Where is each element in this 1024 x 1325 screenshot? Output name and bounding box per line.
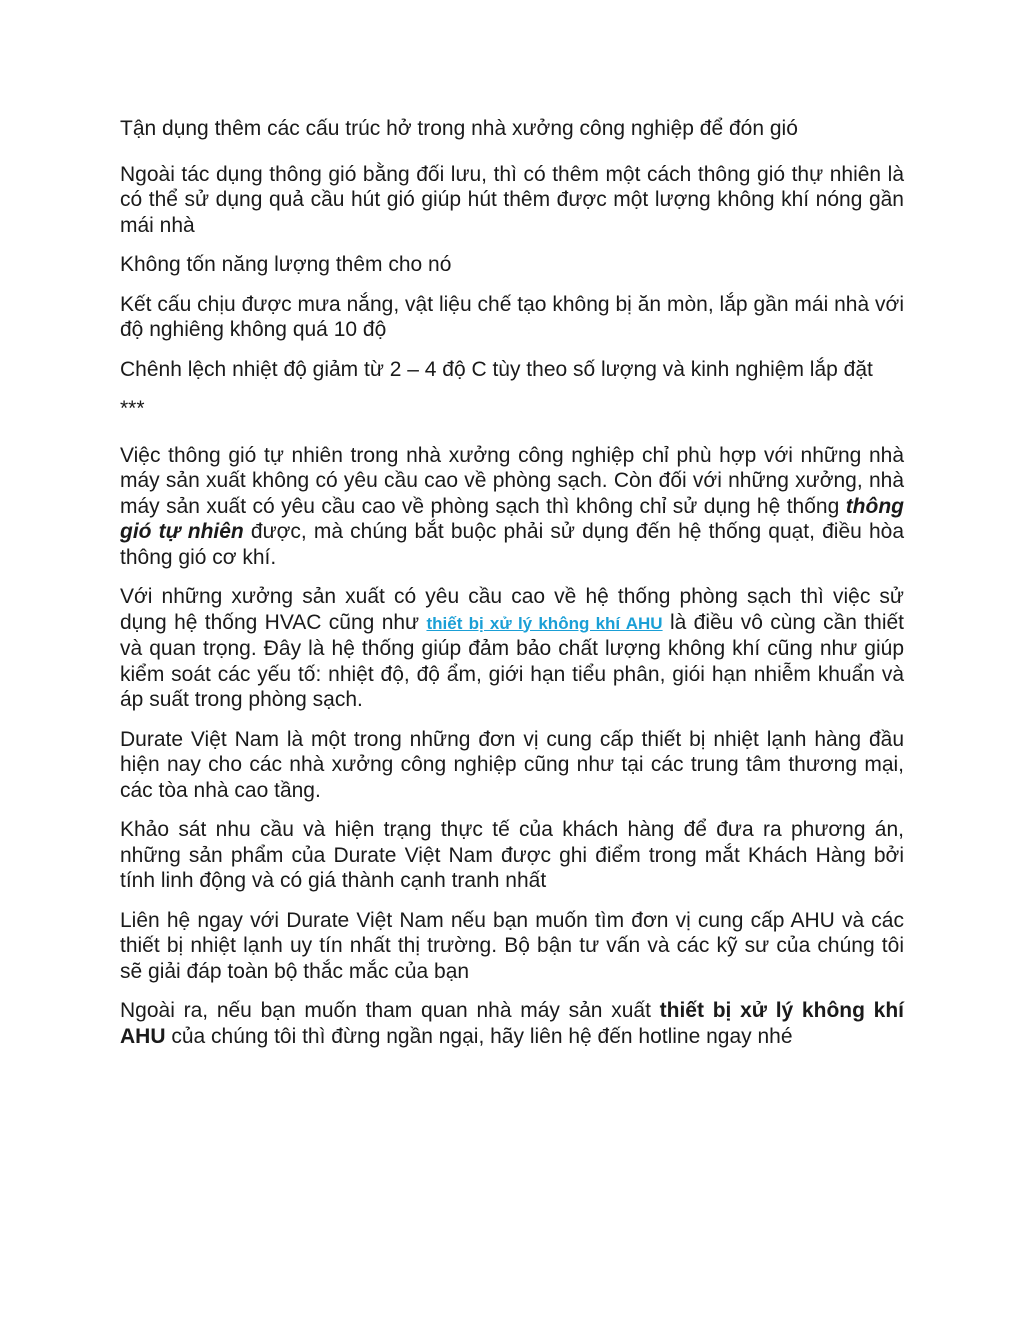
paragraph-contact: Liên hệ ngay với Durate Việt Nam nếu bạn muốn tìm đơn vị cung cấp AHU và các thiết bị nhiệt lạnh uy tín nhất thị trường. Bộ bận tư vấn và các kỹ sư của chúng tôi sẽ giải đáp toàn bộ thắc mắc của bạn (120, 908, 904, 983)
text-run: Việc thông gió tự nhiên trong nhà xưởng công nghiệp chỉ phù hợp với những nhà máy sản xuất không có yêu cầu cao về phòng sạch. Còn đối với những xưởng, nhà máy sản xuất có yêu cầu cao về phòng sạch thì không chỉ sử dụng hệ thống (120, 443, 904, 518)
paragraph-no-energy: Không tốn năng lượng thêm cho nó (120, 253, 452, 276)
paragraph-hvac (120, 584, 904, 713)
paragraph-durate-intro: Durate Việt Nam là một trong những đơn vị cung cấp thiết bị nhiệt lạnh hàng đầu hiện nay cho các nhà xưởng công nghiệp cũng như tại các trung tâm thương mại, các tòa nhà cao tầng. (120, 727, 904, 802)
bold-ahu: thiết bị xử lý không khí AHU (120, 999, 904, 1048)
paragraph-visit (120, 998, 904, 1049)
emphasis-natural-ventilation: thông gió tự nhiên (120, 494, 904, 543)
separator-stars: *** (120, 397, 145, 420)
paragraph-ventilation-intro: Ngoài tác dụng thông gió bằng đối lưu, thì có thêm một cách thông gió thự nhiên là có thể sử dụng quả cầu hút gió giúp hút thêm được một lượng không khí nóng gần mái nhà (120, 162, 904, 237)
paragraph-natural-ventilation (120, 443, 904, 571)
text-run: Với những xưởng sản xuất có yêu cầu cao về hệ thống phòng sạch thì việc sử dụng hệ thống HVAC cũng như (120, 585, 904, 634)
paragraph-temperature: Chênh lệch nhiệt độ giảm từ 2 – 4 độ C tùy theo số lượng và kinh nghiệm lắp đặt (120, 357, 873, 381)
document-page (120, 116, 904, 1063)
text-run: là điều vô cùng cần thiết và quan trọng. Đây là hệ thống giúp đảm bảo chất lượng không khí cũng như giúp kiểm soát các yếu tố: nhiệt độ, độ ẩm, giới hạn tiểu phân, giói hạn nhiễm khuẩn và áp suất trong phòng sạch. (120, 610, 905, 711)
paragraph-heading: Tận dụng thêm các cấu trúc hở trong nhà xưởng công nghiệp để đón gió (120, 117, 798, 140)
ahu-link[interactable]: thiết bị xử lý không khí AHU (426, 613, 663, 633)
paragraph-survey: Khảo sát nhu cầu và hiện trạng thực tế của khách hàng để đưa ra phương án, những sản phẩm của Durate Việt Nam được ghi điểm trong mắt Khách Hàng bởi tính linh động và có giá thành cạnh tranh nhất (120, 818, 904, 892)
text-run: của chúng tôi thì đừng ngần ngại, hãy liên hệ đến hotline ngay nhé (165, 1024, 793, 1048)
text-run: Ngoài ra, nếu bạn muốn tham quan nhà máy sản xuất (120, 999, 660, 1022)
paragraph-structure: Kết cấu chịu được mưa nắng, vật liệu chế tạo không bị ăn mòn, lắp gần mái nhà với độ nghiêng không quá 10 độ (120, 292, 904, 341)
text-run: được, mà chúng bắt buộc phải sử dụng đến hệ thống quạt, điều hòa thông gió cơ khí. (120, 520, 904, 569)
